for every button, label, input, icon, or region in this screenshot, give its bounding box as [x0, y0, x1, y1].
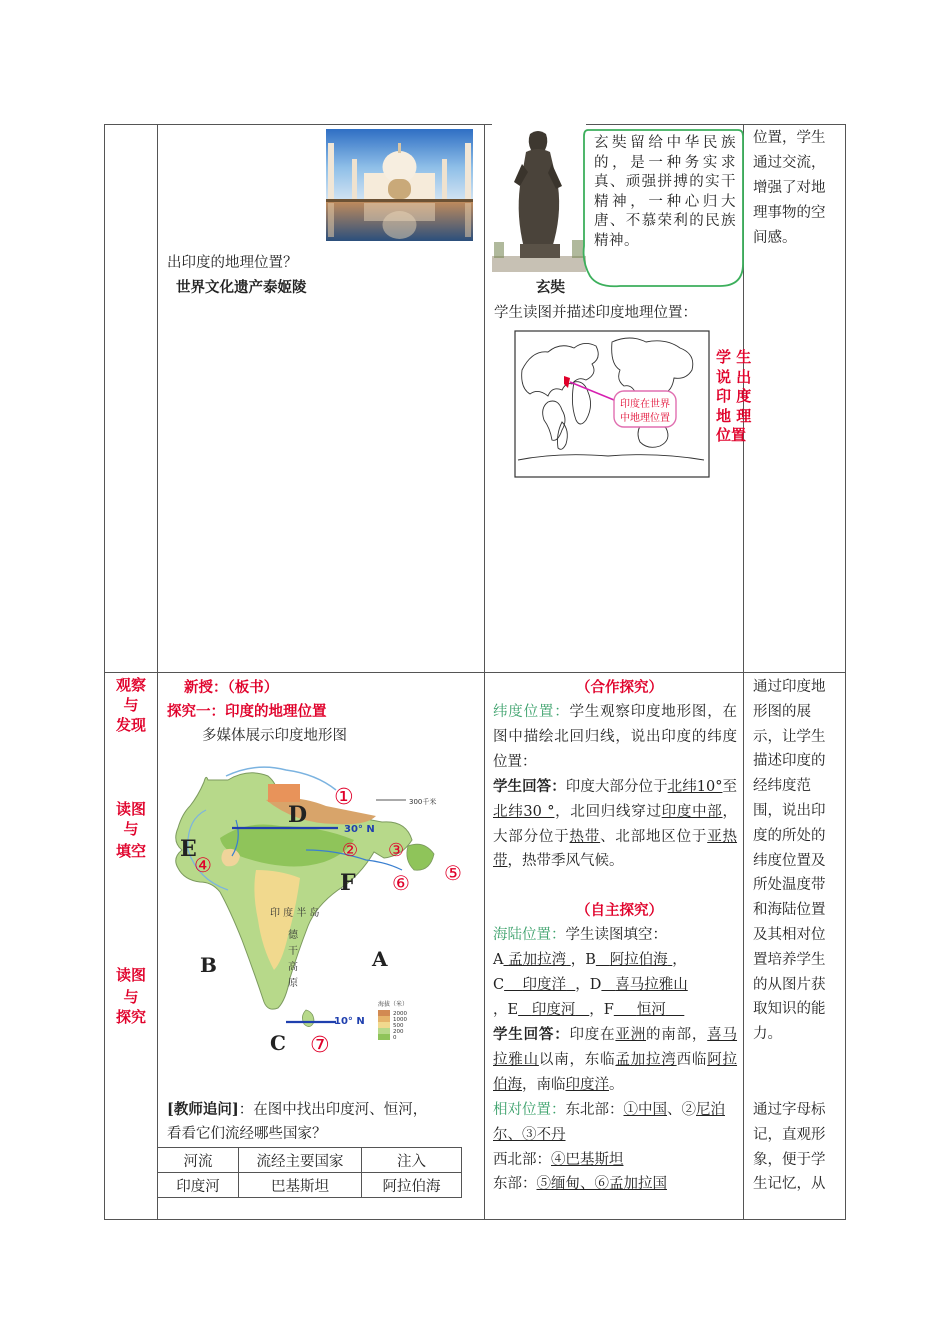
- purpose-line: 增强了对地: [753, 180, 826, 196]
- lat-10-label: 10° N: [334, 1016, 365, 1027]
- side-note-line: 位置: [716, 426, 747, 444]
- answer-text: ，热带季风气候。: [507, 853, 624, 870]
- latitude-text: 学生观察印度地形图，在图中描绘北回归线，说出印度的纬度位置：: [493, 704, 737, 770]
- answer-blank: 北纬30 °: [493, 803, 555, 820]
- side-note-line: 说 出: [716, 367, 752, 386]
- purpose-line: 理事物的空: [753, 205, 826, 221]
- answer-text: 以南，东临: [538, 1051, 616, 1068]
- plateau-label: 高: [288, 962, 298, 973]
- fill-A: 孟加拉湾: [508, 952, 567, 968]
- answer-text: 、北部地区位于: [600, 828, 708, 845]
- map-label-line1: 印度在世界: [620, 399, 670, 410]
- answer-blank: 亚洲: [615, 1027, 647, 1043]
- stage-label: 与: [123, 820, 139, 838]
- map-circle-1: ①: [334, 785, 354, 810]
- map-letter-C: C: [270, 1031, 286, 1055]
- map-circle-4: ④: [194, 853, 212, 877]
- purpose-line: 位置，学生: [753, 130, 826, 146]
- legend-title: 海拔（米）: [378, 1001, 409, 1008]
- latitude-paragraph: [493, 700, 737, 774]
- purpose-line: 生记忆，从: [753, 1176, 826, 1193]
- answer-text: 。: [609, 1076, 624, 1093]
- answer-text: 西临: [676, 1051, 708, 1068]
- river-table-header: [158, 1148, 462, 1173]
- fill-line-1: A 孟加拉湾 ，B 阿拉伯海 ，: [493, 952, 687, 968]
- stage-label: 发现: [115, 716, 146, 734]
- answer-blank: 孟加拉湾: [615, 1051, 677, 1068]
- purpose-line: 形图的展: [753, 703, 811, 720]
- scale-text: 300千米: [409, 798, 437, 806]
- relative-label: 相对位置：: [493, 1102, 566, 1118]
- xuanzang-statue-photo: [492, 124, 586, 272]
- legend-value: 1000: [393, 1017, 407, 1023]
- answer-label: 学生回答：: [493, 1026, 570, 1043]
- question-tail: 出印度的地理位置？: [167, 255, 298, 271]
- teacher-question-label: [教师追问]: [167, 1101, 239, 1118]
- stage-label: 读图: [115, 966, 146, 984]
- plateau-label: 干: [288, 946, 298, 957]
- purpose-line: 及其相对位: [753, 926, 826, 943]
- table-row: [158, 1173, 462, 1198]
- cell-river: 印度河: [158, 1173, 239, 1198]
- ne-label: 东北部：: [565, 1102, 624, 1118]
- row2-purpose-b: [753, 1098, 826, 1197]
- stage-label: 读图: [115, 800, 146, 818]
- legend-value: 200: [393, 1029, 404, 1035]
- sea-land-label: 海陆位置：: [493, 927, 566, 943]
- answer-blank: 亚热带: [493, 828, 738, 870]
- map-letter-F: F: [340, 870, 356, 896]
- sea-land-answer: [493, 1023, 737, 1097]
- answer-text: 至: [722, 779, 738, 795]
- map-circle-7: ⑦: [310, 1033, 330, 1058]
- answer-blank: 喜马拉雅山: [493, 1027, 738, 1068]
- map-circle-3: ③: [388, 840, 405, 861]
- answer-label: 学生回答：: [493, 778, 566, 795]
- e-label: 东部：: [493, 1176, 537, 1193]
- map-letter-A: A: [372, 947, 388, 971]
- map-letter-B: B: [200, 953, 217, 977]
- purpose-line: 的从图片获: [753, 976, 826, 993]
- purpose-line: 度的所处的: [753, 827, 826, 844]
- stage-label: 填空: [115, 842, 146, 860]
- purpose-line: 围，说出印: [753, 802, 826, 819]
- answer-text: ，南临: [522, 1076, 566, 1093]
- teacher-question-text: ：在图中找出印度河、恒河，: [238, 1102, 428, 1118]
- river-table: [157, 1147, 462, 1198]
- purpose-line: 描述印度的: [753, 753, 826, 770]
- purpose-line: 间感。: [753, 230, 797, 246]
- answer-blank: 阿拉伯海: [493, 1051, 738, 1093]
- row1-purpose: [753, 126, 826, 251]
- fill-D: 喜马拉雅山: [615, 977, 688, 993]
- fill-line-3: ，E 印度河 ，F 恒河: [493, 998, 684, 1023]
- purpose-line: 取知识的能: [753, 1001, 826, 1018]
- col-header-countries: 流经主要国家: [239, 1148, 362, 1173]
- purpose-line: 置培养学生: [753, 951, 826, 968]
- purpose-line: 通过字母标: [753, 1102, 826, 1118]
- plateau-label: 德: [288, 930, 298, 941]
- purpose-line: 记，直观形: [753, 1126, 826, 1143]
- fill-E: 印度河: [531, 1002, 576, 1018]
- self-study-heading: （自主探究）: [576, 902, 663, 919]
- world-map-india-location: [514, 330, 710, 478]
- purpose-line: 通过印度地: [753, 679, 826, 695]
- new-lesson-heading: 新授：（板书）: [184, 679, 279, 696]
- purpose-line: 力。: [753, 1026, 782, 1043]
- read-map-instruction: 学生读图并描述印度地理位置：: [494, 305, 697, 321]
- neighbor: 、③不丹: [507, 1126, 566, 1143]
- fill-F: 恒河: [636, 1002, 666, 1018]
- taj-mahal-caption: 世界文化遗产泰姬陵: [176, 280, 307, 296]
- side-note: [716, 348, 751, 446]
- answer-blank: 北纬10°: [667, 779, 723, 795]
- fill-line-2: C 印度洋 ，D 喜马拉雅山: [493, 977, 688, 993]
- coop-heading: （合作探究）: [576, 679, 663, 696]
- legend-value: 500: [393, 1023, 404, 1029]
- col-header-outflow: 注入: [362, 1148, 462, 1173]
- neighbor: ④巴基斯坦: [551, 1151, 624, 1168]
- inquiry-one-heading: 探究一：印度的地理位置: [167, 703, 327, 720]
- side-note-line: 地 理: [716, 406, 752, 425]
- legend-value: 2000: [393, 1011, 407, 1017]
- table-col-divider-1: [157, 124, 158, 1220]
- purpose-line: 纬度位置及: [753, 852, 826, 869]
- peninsula-label: 印 度 半 岛: [270, 908, 320, 919]
- stage-label: 与: [123, 988, 139, 1006]
- neighbor: ⑤缅甸: [536, 1176, 580, 1193]
- table-col-divider-2: [484, 124, 485, 1220]
- row2-purpose-a: [753, 675, 826, 1047]
- cell-outflow: 阿拉伯海: [362, 1173, 462, 1198]
- map-label-line2: 中地理位置: [620, 413, 670, 424]
- latitude-answer: [493, 775, 737, 874]
- answer-text: 印度在: [569, 1027, 616, 1043]
- neighbor: 、⑥孟加拉国: [580, 1176, 667, 1193]
- stage-label: 观察: [115, 676, 146, 694]
- map-circle-2: ②: [342, 840, 359, 861]
- neighbor-sep: 、②: [667, 1102, 696, 1118]
- map-circle-5: ⑤: [444, 861, 462, 885]
- answer-blank: 印度中部: [661, 803, 723, 820]
- answer-blank: 热带: [569, 828, 601, 845]
- teacher-question-line2: 看看它们流经哪些国家？: [167, 1126, 327, 1142]
- media-note: 多媒体展示印度地形图: [202, 728, 347, 744]
- sea-land-line: [493, 923, 667, 948]
- sea-land-text: 学生读图填空：: [565, 927, 667, 943]
- taj-mahal-photo: [326, 129, 473, 241]
- answer-text: ，北回归线穿过: [554, 803, 662, 820]
- purpose-line: 所处温度带: [753, 877, 826, 894]
- table-top-border: [104, 124, 846, 125]
- cell-countries: 巴基斯坦: [239, 1173, 362, 1198]
- stage-label: 与: [123, 696, 139, 714]
- purpose-line: 经纬度范: [753, 778, 811, 795]
- india-terrain-map: [166, 760, 474, 1058]
- purpose-line: 象，便于学: [753, 1151, 826, 1168]
- map-letter-D: D: [288, 802, 308, 828]
- latitude-label: 纬度位置：: [493, 704, 570, 720]
- table-row-divider: [104, 672, 846, 673]
- fill-B: 阿拉伯海: [609, 952, 668, 968]
- nw-label: 西北部：: [493, 1151, 551, 1168]
- table-right-border: [845, 124, 846, 1220]
- fill-C: 印度洋: [522, 977, 567, 993]
- col-header-river: 河流: [158, 1148, 239, 1173]
- table-left-border: [104, 124, 105, 1220]
- map-letter-E: E: [180, 836, 197, 862]
- teacher-question: [167, 1098, 427, 1123]
- xuanzang-caption: 玄奘: [536, 280, 565, 296]
- answer-text: 的南部，: [646, 1027, 708, 1043]
- plateau-label: 原: [288, 978, 298, 989]
- purpose-line: 和海陆位置: [753, 902, 826, 919]
- map-circle-6: ⑥: [392, 871, 410, 895]
- xuanzang-quote: 玄奘留给中华民族的，是一种务实求真、顽强拼搏的实干精神，一种心归大唐、不慕荣利的民族精神。: [594, 135, 736, 249]
- answer-text: ，大部分位于: [493, 803, 738, 845]
- legend-value: 0: [393, 1035, 397, 1041]
- answer-blank: 印度洋: [565, 1076, 609, 1093]
- table-bottom-border: [104, 1219, 846, 1220]
- answer-text: 印度大部分位于: [565, 779, 668, 795]
- purpose-line: 通过交流，: [753, 155, 826, 171]
- relative-position: [493, 1098, 737, 1197]
- purpose-line: 示，让学生: [753, 728, 826, 745]
- neighbor: 尼泊尔: [493, 1102, 725, 1143]
- lat-30-label: 30° N: [344, 824, 375, 835]
- side-note-line: 印 度: [716, 387, 752, 405]
- stage-label: 探究: [115, 1008, 146, 1026]
- side-note-line: 学 生: [716, 348, 752, 366]
- neighbor: ①中国: [623, 1102, 667, 1118]
